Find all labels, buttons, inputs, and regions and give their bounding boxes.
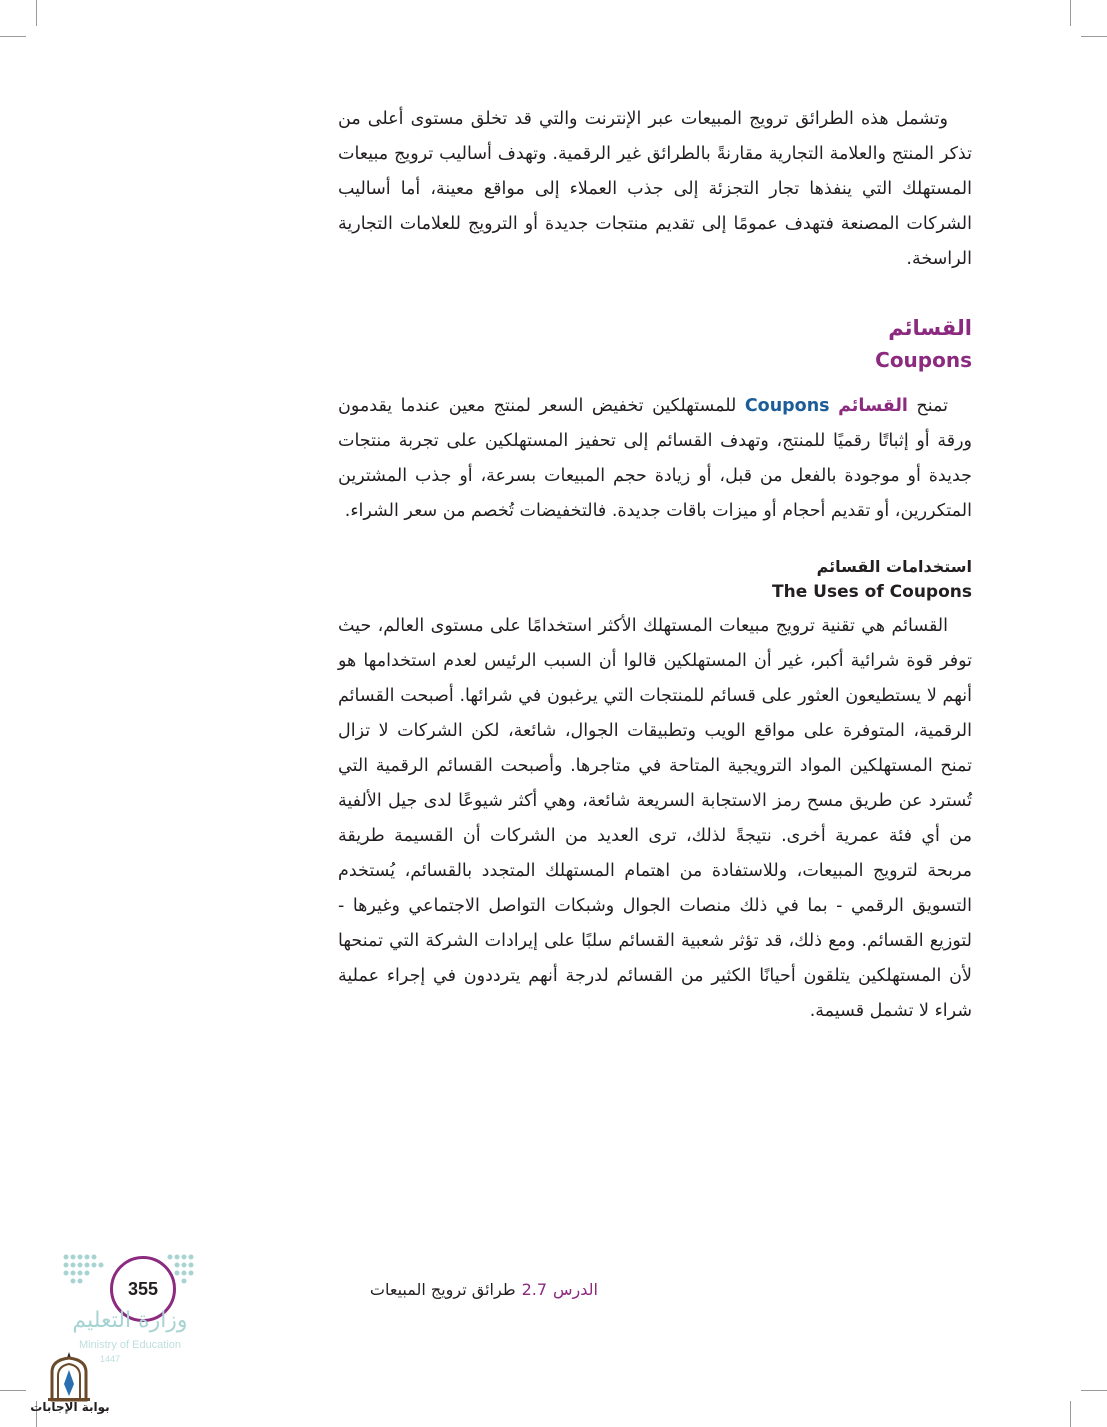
- crop-mark: [1070, 0, 1071, 26]
- page-body: [338, 102, 972, 1029]
- coupons-paragraph: [338, 389, 972, 529]
- crop-mark: [0, 36, 26, 37]
- para-prefix: تمنح: [916, 396, 948, 416]
- ministry-logo-ar: وزارة التعليم: [72, 1308, 188, 1333]
- section-title-en: Coupons: [875, 348, 972, 372]
- crop-mark: [36, 0, 37, 26]
- crop-mark: [0, 1390, 26, 1391]
- crop-mark: [1081, 1390, 1107, 1391]
- keyword-en: Coupons: [744, 396, 830, 416]
- page-number: 355: [110, 1256, 176, 1322]
- ministry-logo-en: Ministry of Education: [78, 1339, 182, 1351]
- uses-paragraph: القسائم هي تقنية ترويج مبيعات المستهلك الأكثر استخدامًا على مستوى العالم، حيث توفر قوة شرائية أكبر، غير أن المستهلكين قالوا أن السبب الرئيس لعدم استخدامها هو أنهم لا يستطيعون العثور على قسائم للمنتجات التي يرغبون في شرائها. أصبحت القسائم الرقمية، المتوفرة على مواقع الويب وتطبيقات الجوال، شائعة، لكن الشركات لا تزال تمنح المستهلكين المواد الترويجية المتاحة في متاجرها. وأصبحت القسائم الرقمية التي تُسترد عن طريق مسح رمز الاستجابة السريعة شائعة، وهي أكثر شيوعًا لدى جيل الألفية من أي فئة عمرية أخرى. نتيجةً لذلك، ترى العديد من الشركات أن القسيمة طريقة مربحة لترويج المبيعات، وللاستفادة من اهتمام المستهلك المتجدد بالقسائم، يُستخدم التسويق الرقمي - بما في ذلك منصات الجوال وشبكات التواصل الاجتماعي وغيرها - لتوزيع القسائم. ومع ذلك، قد تؤثر شعبية القسائم سلبًا على إيرادات الشركة التي تمنحها لأن المستهلكين يتلقون أحيانًا الكثير من القسائم لدرجة أنهم يترددون في إجراء عملية شراء لا تشمل قسيمة.: [338, 616, 972, 1021]
- subsection-title-ar: استخدامات القسائم: [816, 557, 972, 576]
- crop-mark: [1070, 1401, 1071, 1427]
- portal-building-icon: [44, 1350, 94, 1402]
- lesson-label: الدرس: [553, 1280, 598, 1299]
- lesson-number: 2.7: [521, 1280, 548, 1299]
- lesson-footer: [338, 1278, 598, 1302]
- lesson-title: طرائق ترويج المبيعات: [369, 1280, 516, 1299]
- decorative-dots-left: [62, 1253, 112, 1287]
- crop-mark: [1081, 36, 1107, 37]
- portal-name: بوابة الإجابات: [30, 1400, 110, 1414]
- section-title-ar: القسائم: [888, 316, 972, 340]
- subsection-title-en: The Uses of Coupons: [772, 582, 972, 602]
- keyword-ar: القسائم: [838, 396, 908, 416]
- ministry-year: 1447: [100, 1354, 121, 1364]
- para-rest: للمستهلكين تخفيض السعر لمنتج معين عندما يقدمون ورقة أو إثباتًا رقميًا للمنتج، وتهدف القسائم إلى تحفيز المستهلكين على تجربة منتجات جديدة أو موجودة بالفعل من قبل، أو زيادة حجم المبيعات بسرعة، أو جذب المشترين المتكررين، أو تقديم أحجام أو ميزات باقات جديدة. فالتخفيضات تُخصم من سعر الشراء.: [338, 396, 972, 521]
- intro-paragraph: وتشمل هذه الطرائق ترويج المبيعات عبر الإنترنت والتي قد تخلق مستوى أعلى من تذكر المنتج والعلامة التجارية مقارنةً بالطرائق غير الرقمية. وتهدف أساليب ترويج مبيعات المستهلك التي ينفذها تجار التجزئة إلى جذب العملاء إلى مواقع معينة، أما أساليب الشركات المصنعة فتهدف عمومًا إلى تقديم منتجات جديدة أو الترويج للعلامات التجارية الراسخة.: [338, 109, 972, 269]
